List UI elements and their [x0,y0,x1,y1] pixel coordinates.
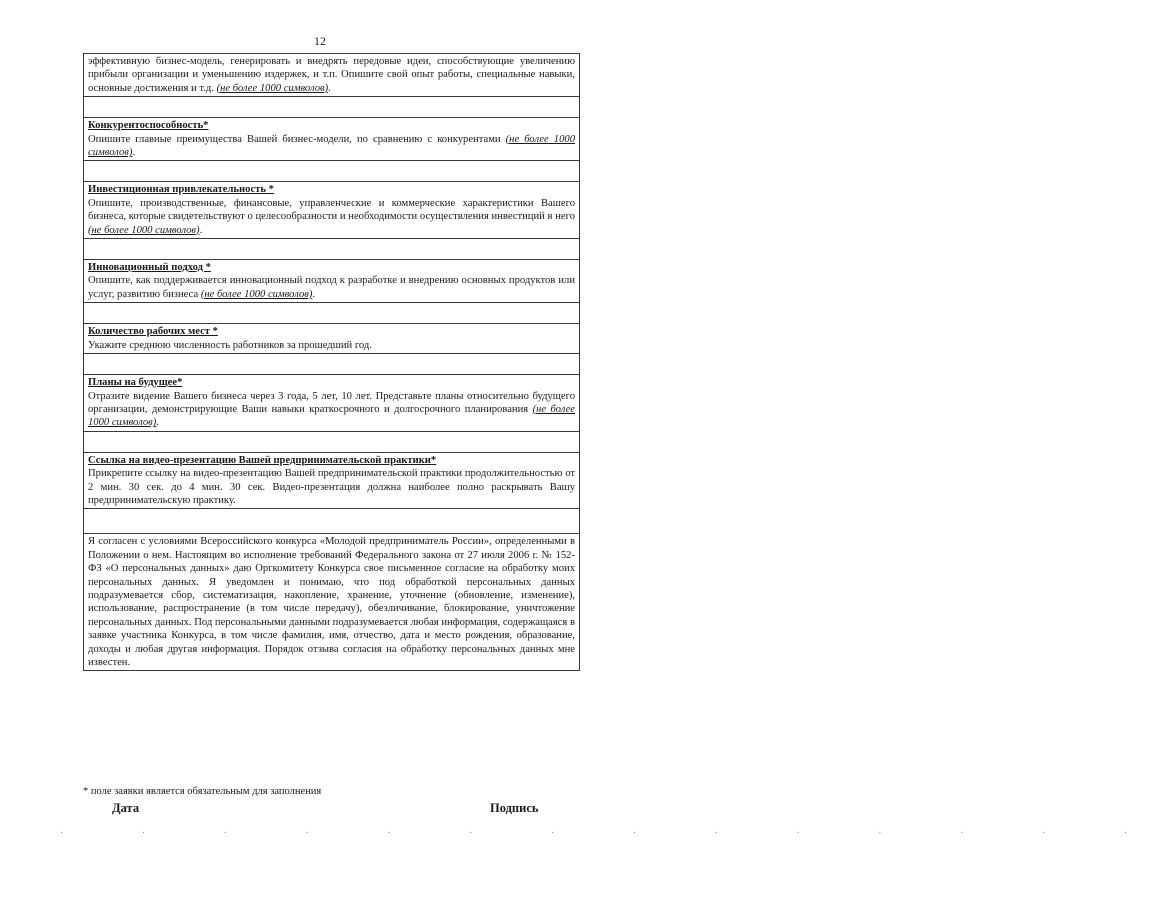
innovation-answer-row[interactable] [84,303,580,324]
competitiveness-title: Конкурентоспособность* [88,120,209,132]
intro-answer-field[interactable] [84,97,580,118]
innovation-answer-field[interactable] [84,303,580,324]
competitiveness-answer-field[interactable] [84,161,580,182]
plans-limit: (не более 1000 символов) [88,403,575,429]
video-text: Прикрепите ссылку на видео-презентацию Вашей предпринимательской практики продолжительностью от 2 мин. 30 сек. до 4 мин. 30 сек. Видео-презентация должна наиболее полно раскрывать Вашу предпринимательскую практику. [88,468,575,506]
consent-cell [84,534,580,671]
consent-row [84,534,580,671]
competitiveness-tail: . [132,147,136,159]
investment-answer-row[interactable] [84,239,580,260]
plans-cell [84,375,580,432]
page-number: 12 [314,34,326,48]
plans-title: Планы на будущее* [88,377,183,389]
jobs-answer-row[interactable] [84,354,580,375]
competitiveness-cell [84,118,580,161]
jobs-answer-field[interactable] [84,354,580,375]
dotted-line: · · · · · · · · · · · · · · [60,828,1165,839]
investment-tail: . [199,224,203,236]
intro-limit: (не более 1000 символов) [216,82,329,94]
investment-cell [84,182,580,239]
innovation-title: Инновационный подход * [88,262,211,274]
application-form-table [83,53,580,671]
investment-answer-field[interactable] [84,239,580,260]
video-answer-row[interactable] [84,509,580,534]
investment-limit: (не более 1000 символов) [88,224,200,236]
investment-title: Инвестиционная привлекательность * [88,184,274,196]
competitiveness-text: Опишите главные преимущества Вашей бизнес-модели, по сравнению с конкурентами [88,133,501,145]
plans-answer-row[interactable] [84,431,580,452]
jobs-title: Количество рабочих мест * [88,326,218,338]
innovation-limit: (не более 1000 символов) [200,288,313,300]
competitiveness-answer-row[interactable] [84,161,580,182]
intro-text: эффективную бизнес-модель, генерировать и внедрять передовые идеи, способствующие увеличению прибыли организации и уменьшению издержек, и т.п. Опишите свой опыт работы, специальные навыки, основные достижения и т.д. [88,56,575,94]
plans-answer-field[interactable] [84,431,580,452]
video-cell [84,452,580,509]
investment-text: Опишите, производственные, финансовые, управленческие и коммерческие характеристики Вашего бизнеса, которые свидетельствуют о целесообразности и необходимости осуществления инвестиций в него [88,197,575,223]
competitiveness-row [84,118,580,161]
video-title: Ссылка на видео-презентацию Вашей предпринимательской практики* [88,454,437,466]
video-row [84,452,580,509]
date-label: Дата [112,801,140,815]
intro-tail: . [328,82,331,94]
innovation-row [84,260,580,303]
competitiveness-limit: (не более 1000 символов) [88,133,575,159]
jobs-cell [84,324,580,354]
consent-text: Я согласен с условиями Всероссийского конкурса «Молодой предприниматель России», определенными в Положении о нем. Настоящим во исполнение требований Федерального закона от 27 июля 2006 г. № 152-ФЗ «О персональных данных» даю Оргкомитету Конкурса свое письменное согласие на обработку моих персональных данных. Я уведомлен и понимаю, что под обработкой персональных данных подразумевается сбор, систематизация, накопление, хранение, уточнение (обновление, изменение), использование, распространение (в том числе передачу), обезличивание, блокирование, уничтожение персональных данных. Под персональными данными подразумевается любая информация, содержащаяся в заявке участника Конкурса, в том числе фамилия, имя, отчество, дата и место рождения, образование, доходы и любая другая информация. Порядок отзыва согласия на обработку персональных данных мне известен. [88,536,575,668]
signature-label: Подпись [490,801,539,815]
investment-row [84,182,580,239]
required-field-note: * поле заявки является обязательным для заполнения [83,786,322,797]
intro-cell [84,54,580,97]
plans-tail: . [156,417,159,429]
intro-row [84,54,580,97]
innovation-tail: . [312,288,316,300]
jobs-row [84,324,580,354]
plans-text: Отразите видение Вашего бизнеса через 3 года, 5 лет, 10 лет. Представьте планы относительно будущего организации, демонстрирующие Ваши навыки краткосрочного и долгосрочного планирования [88,390,575,415]
innovation-text: Опишите, как поддерживается инновационный подход к разработке и внедрению основных продуктов или услуг, развитию бизнеса [88,275,575,300]
intro-answer-row[interactable] [84,97,580,118]
plans-row [84,375,580,432]
innovation-cell [84,260,580,303]
jobs-text: Укажите среднюю численность работников за прошедший год. [88,339,372,351]
video-answer-field[interactable] [84,509,580,534]
